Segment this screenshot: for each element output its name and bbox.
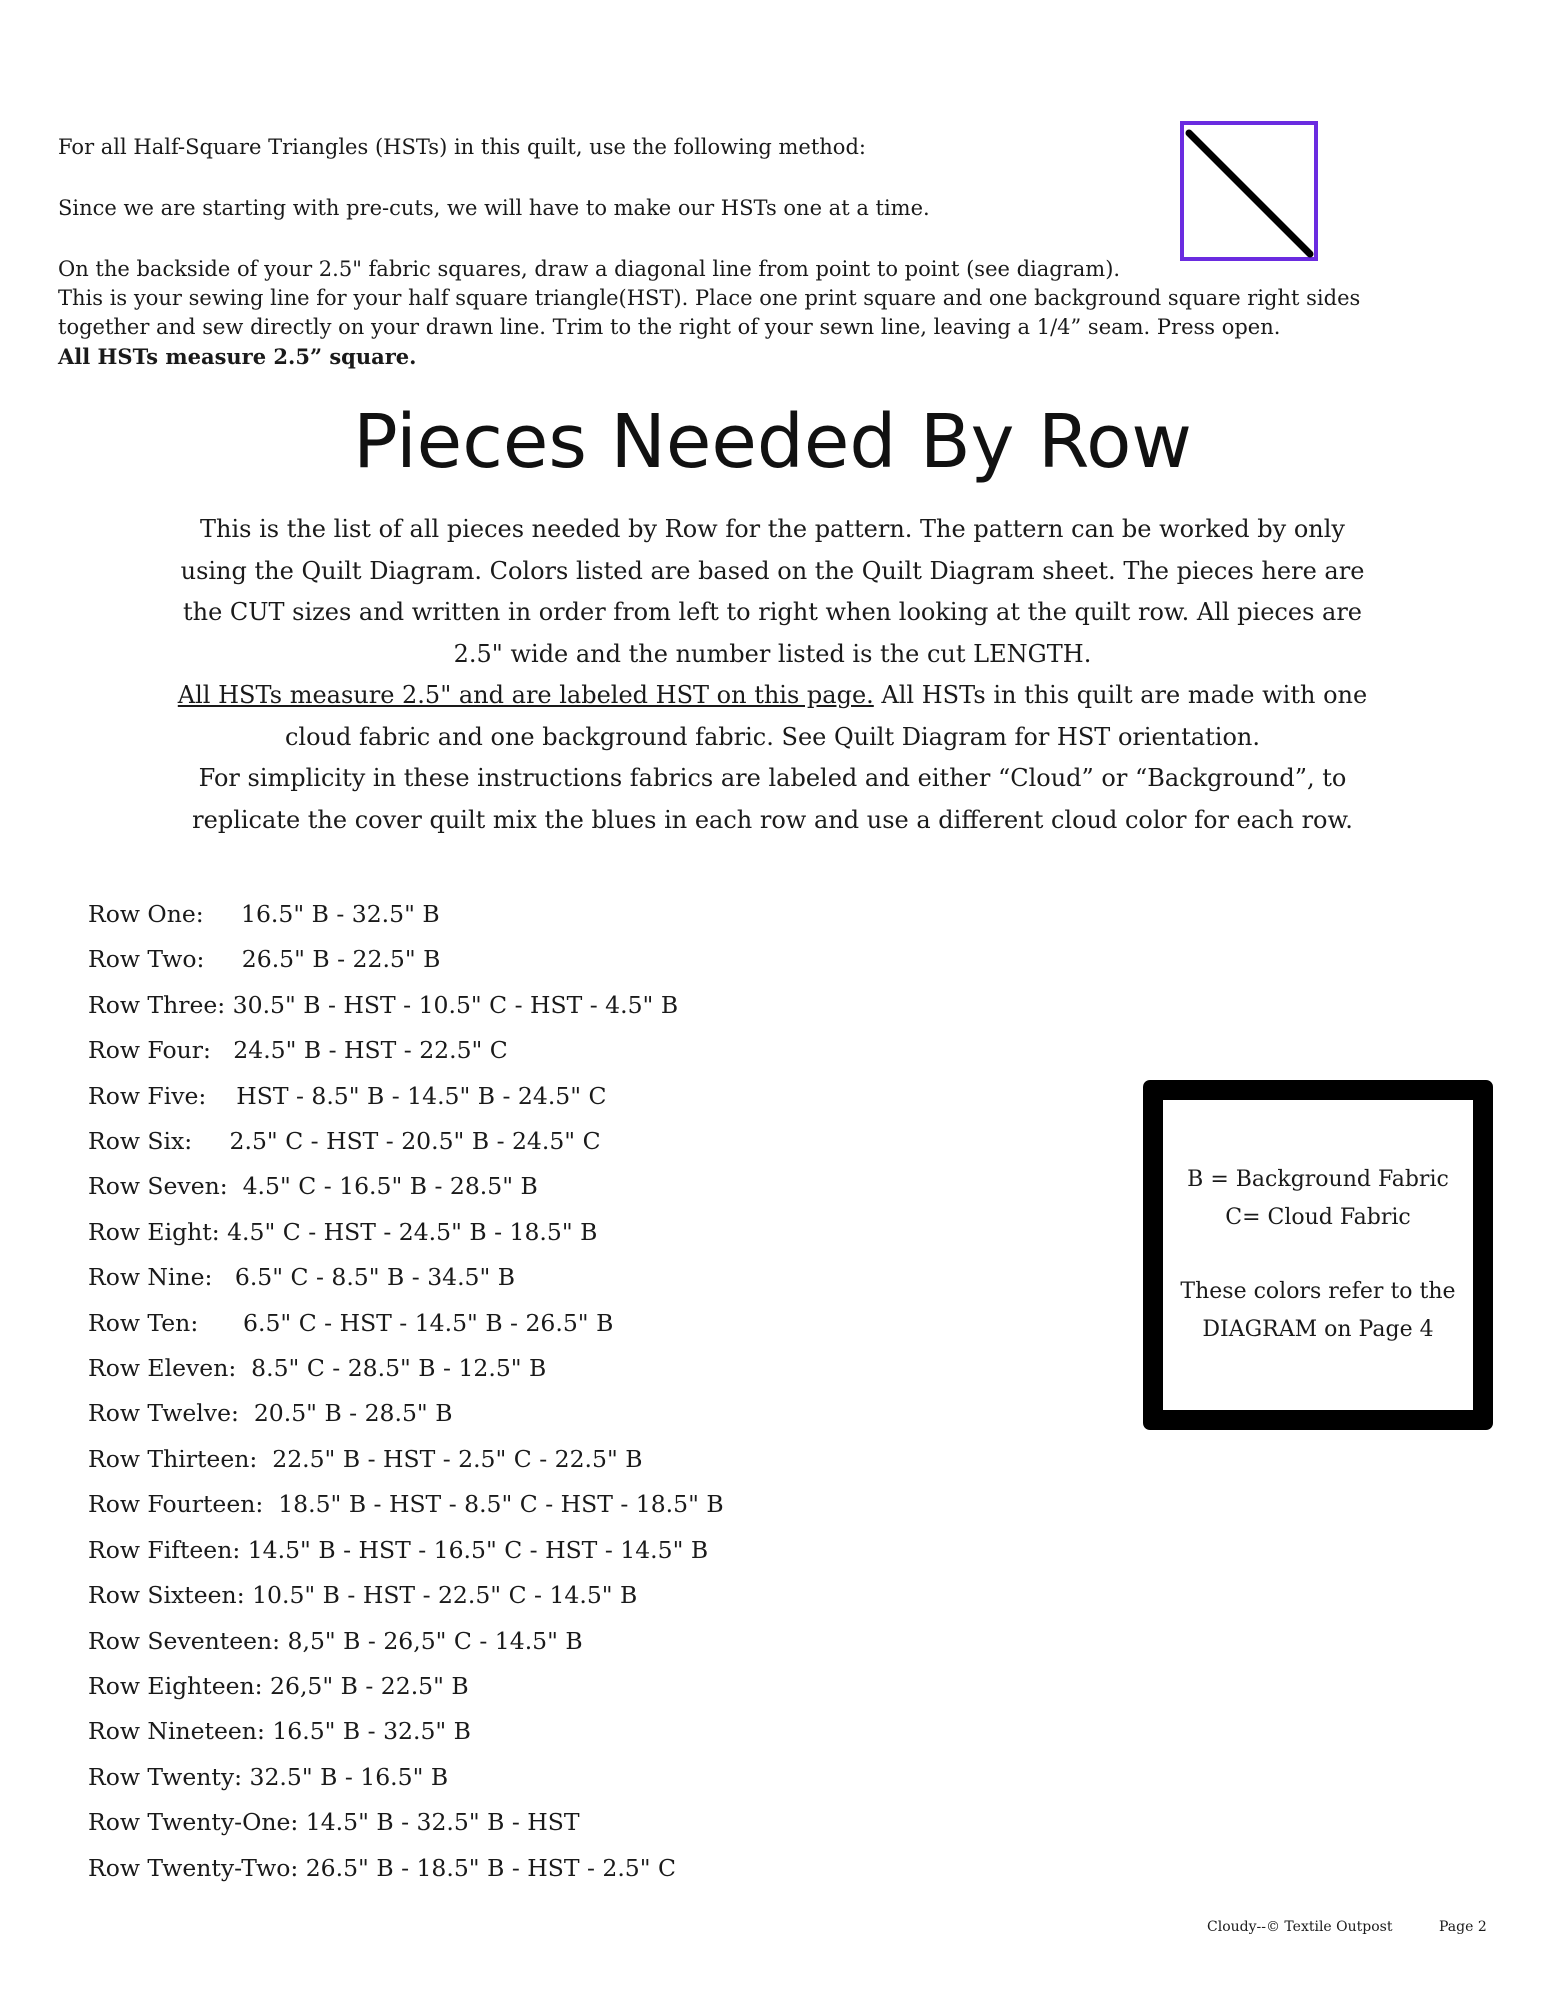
row-pieces-item: Row Twenty-One: 14.5" B - 32.5" B - HST [88,1808,580,1837]
description-line: using the Quilt Diagram. Colors listed are based on the Quilt Diagram sheet. The pieces here are [180,556,1365,585]
description-line: the CUT sizes and written in order from left to right when looking at the quilt row. All pieces are [182,598,1362,626]
row-pieces-item: Row Four: 24.5" B - HST - 22.5" C [88,1036,508,1065]
diagram-diagonal-line [1189,133,1310,254]
row-pieces-item: Row Twenty: 32.5" B - 16.5" B [88,1762,449,1791]
row-pieces-item: Row Twelve: 20.5" B - 28.5" B [88,1399,453,1428]
hst-measure-note: All HSTs measure 2.5" and are labeled HST on this page. [177,681,874,709]
row-pieces-item: Row Ten: 6.5" C - HST - 14.5" B - 26.5" B [88,1308,614,1337]
intro-line: together and sew directly on your drawn line. Trim to the right of your sewn line, leaving a 1/4” seam. Press open. [58,315,1281,339]
row-pieces-item: Row Three: 30.5" B - HST - 10.5" C - HST - 4.5" B [88,990,679,1019]
description-line: cloud fabric and one background fabric. See Quilt Diagram for HST orientation. [284,722,1261,751]
page-title: Pieces Needed By Row [353,399,1192,485]
pattern-description [150,509,1395,841]
row-pieces-item: Row Thirteen: 22.5" B - HST - 2.5" C - 22.5" B [88,1444,643,1473]
key-line: C= Cloud Fabric [1225,1205,1411,1230]
row-pieces-item: Row One: 16.5" B - 32.5" B [88,900,440,928]
intro-line: For all Half-Square Triangles (HSTs) in this quilt, use the following method: [58,135,866,159]
description-line: 2.5" wide and the number listed is the cut LENGTH. [453,639,1092,668]
row-pieces-item: Row Seventeen: 8,5" B - 26,5" C - 14.5" B [88,1626,583,1655]
description-line: For simplicity in these instructions fabrics are labeled and either “Cloud” or “Background”, to [198,764,1347,792]
row-pieces-item: Row Eight: 4.5" C - HST - 24.5" B - 18.5" B [88,1217,598,1246]
row-pieces-item: Row Eleven: 8.5" C - 28.5" B - 12.5" B [88,1354,547,1383]
intro-line: On the backside of your 2.5" fabric squares, draw a diagonal line from point to point (see diagram). [58,257,1121,281]
row-pieces-item: Row Sixteen: 10.5" B - HST - 22.5" C - 14.5" B [88,1581,638,1610]
key-line: These colors refer to the [1180,1279,1456,1304]
row-pieces-item: Row Nineteen: 16.5" B - 32.5" B [88,1717,471,1746]
row-pieces-item: Row Fifteen: 14.5" B - HST - 16.5" C - HST - 14.5" B [88,1535,709,1564]
footer-page-number: Page 2 [1439,1919,1487,1935]
footer-credit: Cloudy--© Textile Outpost [1207,1919,1393,1935]
row-pieces-item: Row Two: 26.5" B - 22.5" B [88,945,441,974]
diagonal-line-square-icon [1180,121,1318,261]
row-pieces-item: Row Fourteen: 18.5" B - HST - 8.5" C - HST - 18.5" B [88,1490,724,1519]
description-line: This is the list of all pieces needed by Row for the pattern. The pattern can be worked by only [200,515,1345,543]
row-pieces-item: Row Twenty-Two: 26.5" B - 18.5" B - HST - 2.5" C [88,1853,677,1882]
description-line [150,675,1395,717]
intro-line: This is your sewing line for your half square triangle(HST). Place one print square and one background square right sides [58,286,1361,310]
row-pieces-item: Row Five: HST - 8.5" B - 14.5" B - 24.5" C [88,1081,607,1110]
row-pieces-item: Row Six: 2.5" C - HST - 20.5" B - 24.5" C [88,1127,601,1156]
row-pieces-item: Row Nine: 6.5" C - 8.5" B - 34.5" B [88,1263,516,1292]
key-line: DIAGRAM on Page 4 [1202,1317,1434,1342]
key-line: B = Background Fabric [1187,1167,1449,1192]
row-pieces-item: Row Eighteen: 26,5" B - 22.5" B [88,1671,469,1700]
description-line: replicate the cover quilt mix the blues in each row and use a different cloud color for each row. [192,805,1353,834]
row-pieces-list [88,892,1088,1891]
intro-line: Since we are starting with pre-cuts, we will have to make our HSTs one at a time. [58,196,930,220]
fabric-key-box [1143,1080,1493,1430]
description-line-rest: All HSTs in this quilt are made with one [873,681,1368,709]
row-pieces-item: Row Seven: 4.5" C - 16.5" B - 28.5" B [88,1172,538,1201]
intro-measure-note: All HSTs measure 2.5” square. [58,344,417,369]
